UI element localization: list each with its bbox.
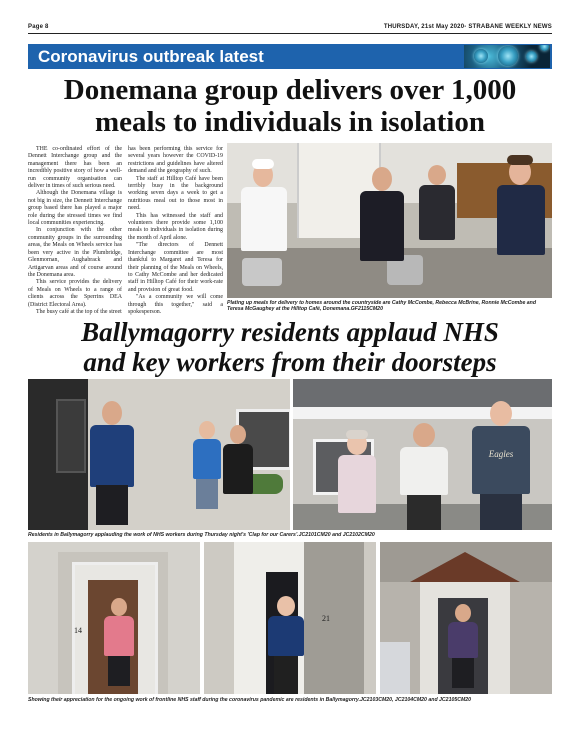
- folio-rule: [28, 33, 552, 34]
- top-photos-caption: Residents in Ballymagorry applauding the work of NHS workers during Thursday night's 'Clap for our Carers'.JC2101CM20 and JC2102CM20: [28, 532, 375, 538]
- story1-paragraph: "As a community we will come through this together," said a spokesperson.: [128, 294, 223, 315]
- doorstep-porch-photo: [380, 542, 552, 694]
- story1-paragraph: "The directors of Dennett Interchange committee are most thankful to Margaret and Teresa for their planning of the Meals on Wheels, to Cathy McCombe and her dedicated staff in Hilltop Café for their work-rate and provision of great food.: [128, 242, 223, 293]
- section-banner-label: Coronavirus outbreak latest: [38, 47, 264, 66]
- story1-headline-line1: Donemana group delivers over 1,000: [63, 74, 517, 106]
- story1-paragraph: In conjunction with the other community groups in the surrounding areas, the Meals on Wheels service has been very active in the Plumbridge, Glenmornan, Aughabrack and Artigarvan areas and of course around the Donemana area.: [28, 227, 122, 278]
- story1-paragraph: THE co-ordinated effort of the Dennett Interchange group and the management there has been an incredibly positive story of how a well-run community organisation can deliver in times of such serious need.: [28, 146, 122, 190]
- story1-column-1: [28, 146, 122, 316]
- story1-paragraph: This service provides the delivery of Meals on Wheels to a range of clients across the Sperrins DEA (District Electoral Area).: [28, 279, 122, 308]
- story1-paragraph: The busy café at the top of the street: [36, 308, 122, 315]
- story1-paragraph: has been performing this service for several years however the COVID-19 restrictions and guidelines have altered demand and the geography of such.: [128, 146, 223, 175]
- story1-column-2: [128, 146, 223, 316]
- story1-paragraph: The staff at Hilltop Café have been terribly busy in the background working seven days a week to get a nutritious meal out to those most in need.: [128, 175, 223, 212]
- story2-headline: [28, 317, 552, 377]
- dateline: THURSDAY, 21st May 2020- STRABANE WEEKLY NEWS: [383, 24, 552, 30]
- doorstep-woman-photo: [28, 542, 200, 694]
- coronavirus-graphic-icon: [464, 45, 550, 68]
- section-banner: [28, 44, 552, 69]
- door-number: 14: [74, 626, 82, 635]
- door-number: 21: [322, 614, 330, 623]
- page-number: Page 8: [28, 24, 49, 30]
- kitchen-photo: [227, 143, 552, 298]
- tshirt-print: Eagles: [488, 449, 514, 459]
- story1-paragraph: Although the Donemana village is not big in size, the Dennett Interchange group based there has played a major role during the stressed times we find local communities experiencing.: [28, 190, 122, 227]
- bottom-photos-caption: Showing their appreciation for the ongoing work of frontline NHS staff during the coronavirus pandemic are residents in Ballymagorry.JC2103CM20, JC2104CM20 and JC2105CM20: [28, 697, 472, 703]
- doorstep-boy-photo: [204, 542, 376, 694]
- doorstep-family-photo: [28, 379, 290, 530]
- doorstep-trio-photo: [293, 379, 552, 530]
- story2-headline-line2: and key workers from their doorsteps: [83, 347, 497, 377]
- story1-headline-line2: meals to individuals in isolation: [95, 106, 485, 138]
- kitchen-photo-caption: Plating up meals for delivery to homes around the countryside are Cathy McCombe, Rebecca McBrine, Ronnie McCombe and Teresa McGaughey at the Hilltop Café, Donemana.GF2115CM20: [227, 300, 537, 313]
- story2-headline-line1: Ballymagorry residents applaud NHS: [81, 317, 499, 347]
- story1-headline: [28, 74, 552, 138]
- story1-paragraph: This has witnessed the staff and volunteers there provide some 1,100 meals to individuals in isolation during the month of April alone.: [128, 212, 223, 241]
